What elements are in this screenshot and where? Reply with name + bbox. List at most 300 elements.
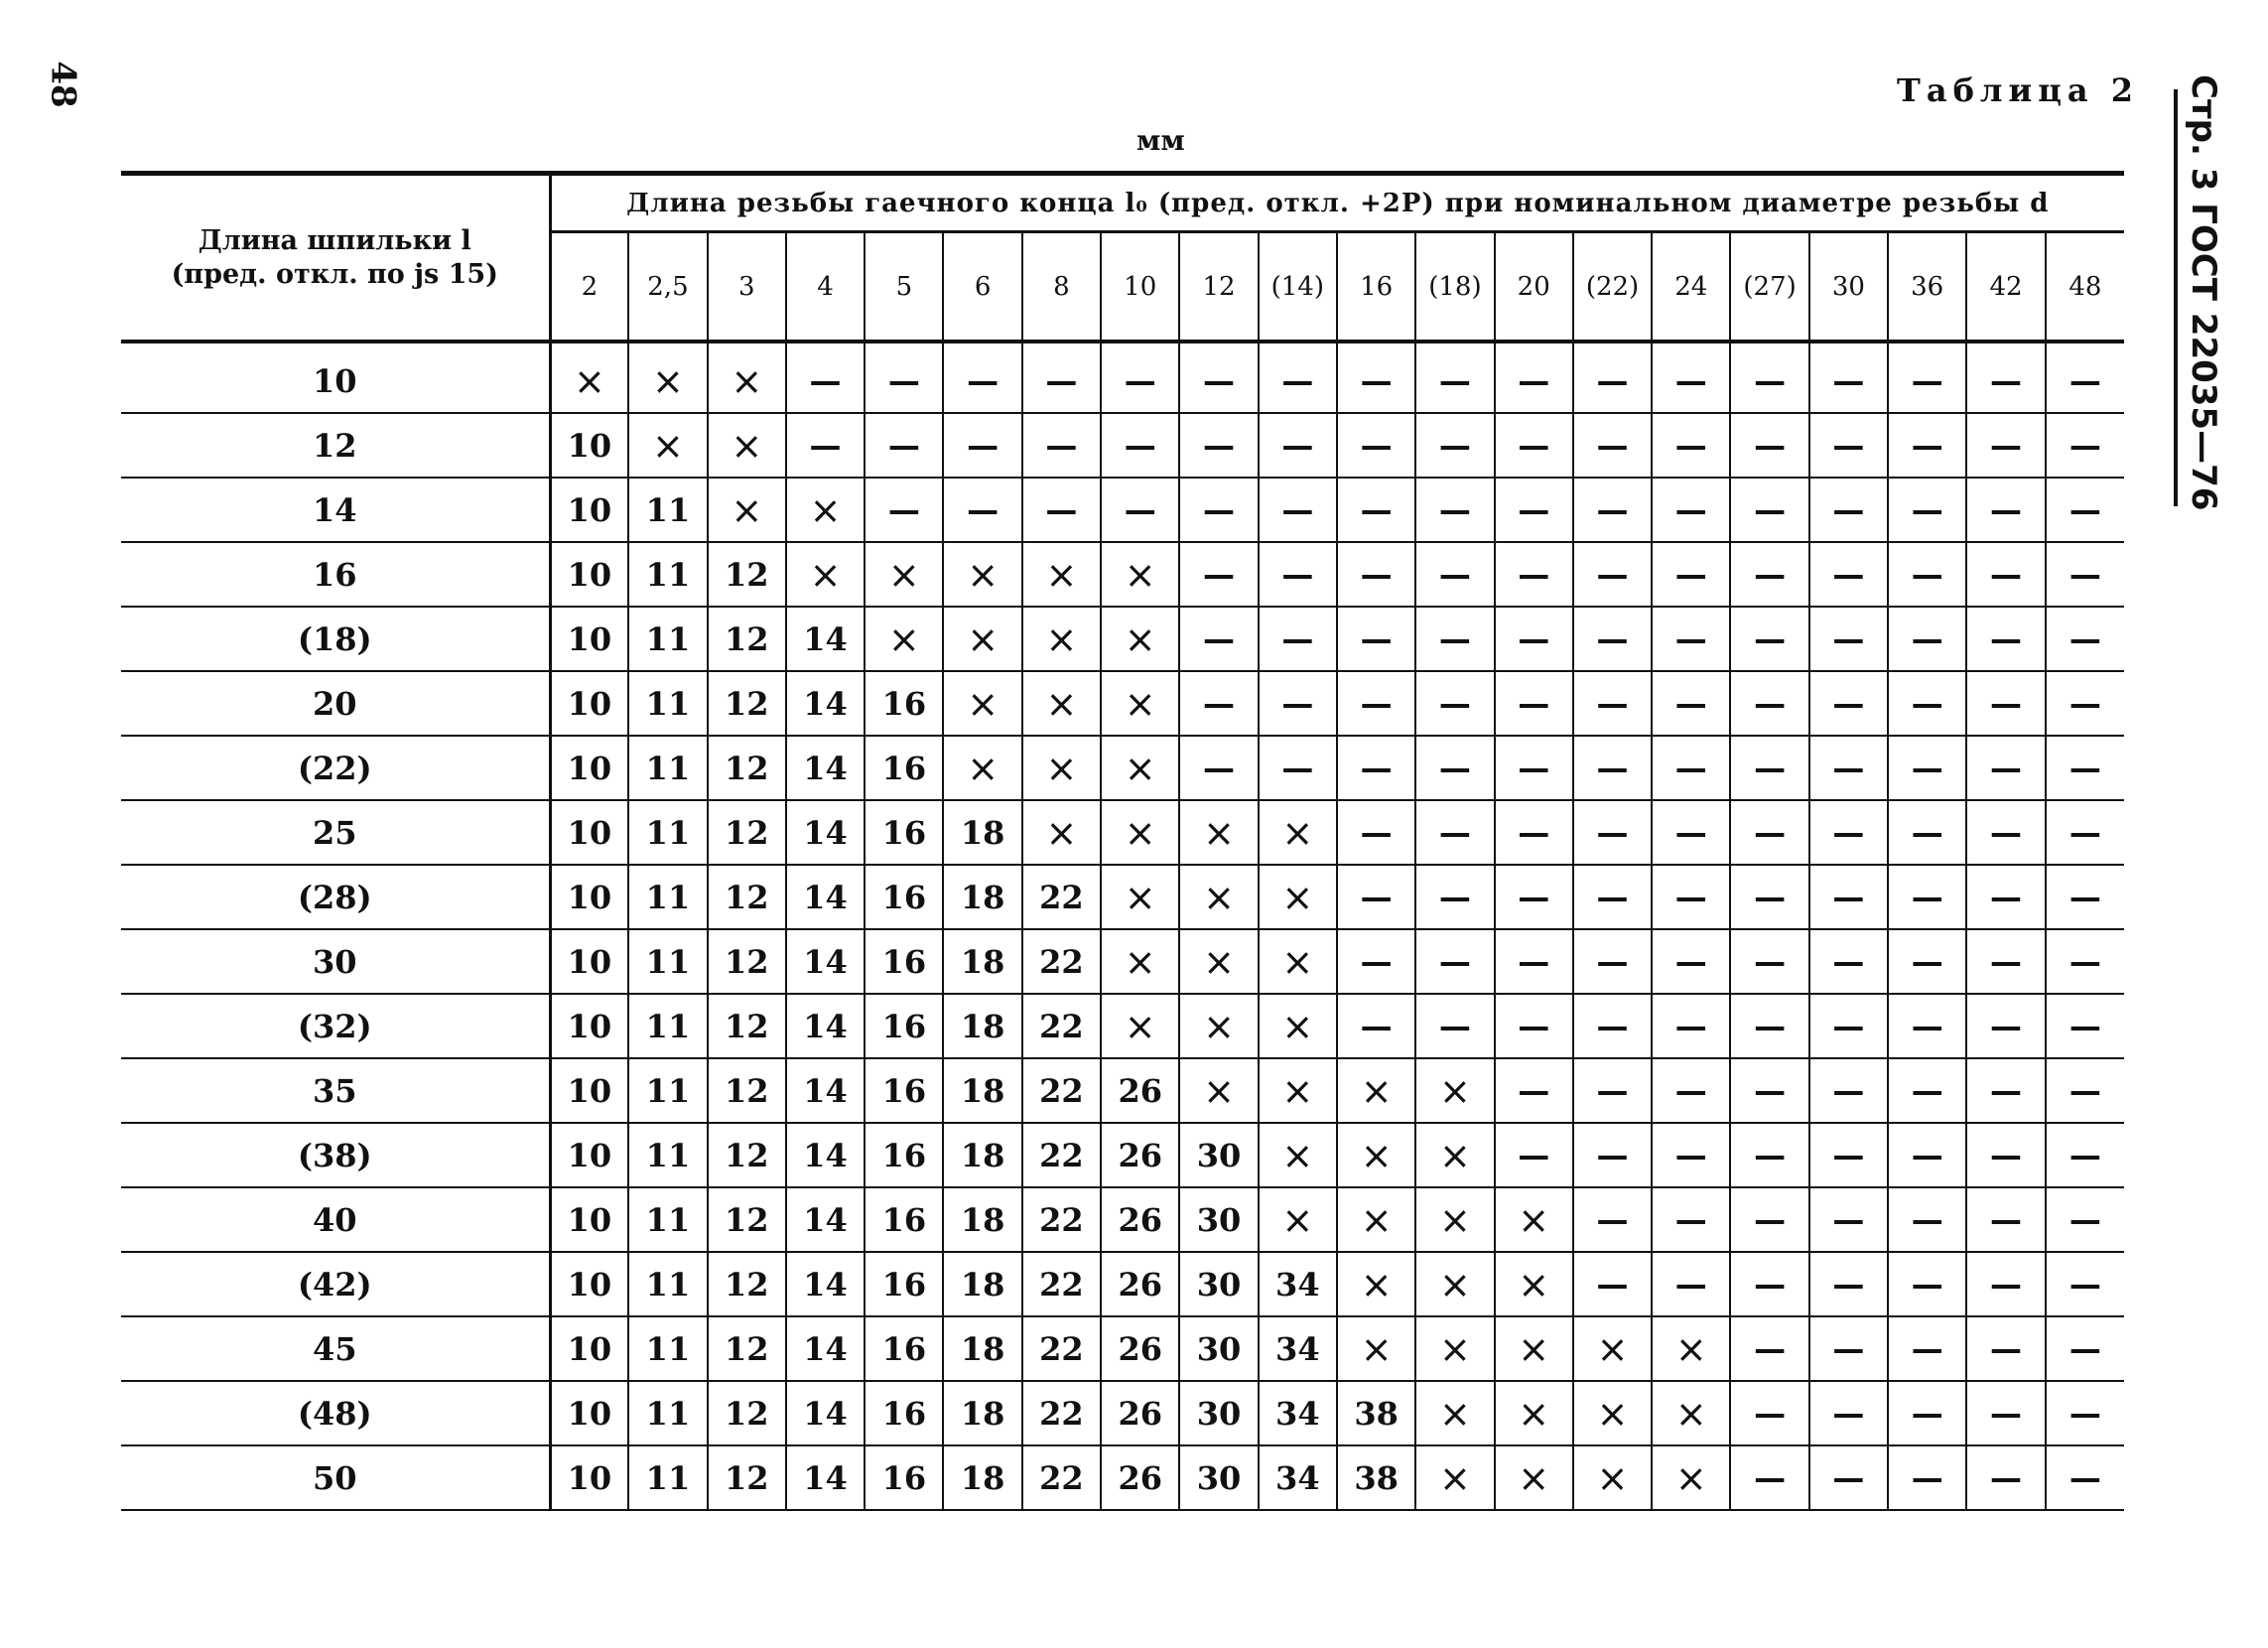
thread-length-cell: 11 (628, 1316, 707, 1381)
thread-length-cell: — (1652, 542, 1730, 607)
thread-length-cell: 18 (943, 1445, 1021, 1510)
thread-length-cell: 12 (708, 1252, 786, 1316)
thread-length-cell: 30 (1179, 1123, 1258, 1187)
thread-length-cell: 26 (1101, 1381, 1179, 1445)
thread-length-cell: — (865, 413, 943, 478)
thread-length-cell: 11 (628, 1445, 707, 1510)
thread-length-cell: — (1966, 865, 2045, 929)
thread-length-cell: — (1259, 342, 1337, 413)
thread-length-cell: — (1730, 865, 1808, 929)
thread-length-cell: 10 (550, 1381, 628, 1445)
thread-length-cell: — (786, 342, 865, 413)
thread-length-cell: 14 (786, 800, 865, 865)
thread-length-cell: 16 (865, 1316, 943, 1381)
thread-length-cell: × (1415, 1058, 1494, 1123)
thread-length-cell: — (1495, 929, 1573, 994)
diameter-header: 4 (786, 232, 865, 343)
thread-length-cell: — (1179, 736, 1258, 800)
thread-length-cell: 16 (865, 736, 943, 800)
side-rule (2174, 89, 2178, 506)
thread-length-cell: — (1730, 736, 1808, 800)
thread-length-cell: 10 (550, 542, 628, 607)
table-row (121, 994, 2124, 1058)
thread-length-cell: × (943, 736, 1021, 800)
thread-length-cell: 14 (786, 865, 865, 929)
stud-length-header-line1: Длина шпильки l (198, 224, 471, 256)
table-row (121, 671, 2124, 736)
thread-length-cell: × (1652, 1445, 1730, 1510)
thread-length-cell: × (628, 342, 707, 413)
thread-length-cell: — (1573, 865, 1652, 929)
thread-length-cell: 12 (708, 800, 786, 865)
thread-length-cell: 10 (550, 1187, 628, 1252)
thread-length-cell: 18 (943, 929, 1021, 994)
thread-length-cell: × (628, 413, 707, 478)
thread-length-cell: 34 (1259, 1445, 1337, 1510)
diameter-header: (27) (1730, 232, 1808, 343)
thread-length-cell: — (1809, 865, 1888, 929)
thread-length-cell: — (1415, 994, 1494, 1058)
thread-length-cell: — (1573, 929, 1652, 994)
thread-length-cell: 16 (865, 1252, 943, 1316)
thread-length-cell: × (1573, 1381, 1652, 1445)
thread-length-cell: — (1573, 1123, 1652, 1187)
stud-length-value: 45 (121, 1316, 550, 1381)
thread-length-cell: × (1652, 1316, 1730, 1381)
thread-length-cell: 18 (943, 1058, 1021, 1123)
diameter-header: 2,5 (628, 232, 707, 343)
table-row (121, 865, 2124, 929)
thread-length-cell: 22 (1022, 1316, 1101, 1381)
thread-length-cell: — (2046, 994, 2124, 1058)
thread-length-cell: 14 (786, 1123, 865, 1187)
thread-length-cell: 12 (708, 542, 786, 607)
thread-length-cell: — (1495, 478, 1573, 542)
thread-length-cell: 22 (1022, 1381, 1101, 1445)
thread-length-cell: × (1101, 929, 1179, 994)
table-title: Таблица 2 (1897, 71, 2139, 109)
thread-length-cell: × (865, 542, 943, 607)
thread-length-cell: × (943, 671, 1021, 736)
thread-length-cell: — (1966, 736, 2045, 800)
thread-length-cell: — (1888, 1187, 1966, 1252)
thread-length-cell: × (1259, 1123, 1337, 1187)
thread-length-cell: — (1888, 800, 1966, 865)
thread-length-cell: — (2046, 1187, 2124, 1252)
page-number: 48 (43, 61, 83, 108)
thread-length-cell: × (1259, 865, 1337, 929)
thread-length-cell: 16 (865, 671, 943, 736)
thread-length-cell: — (2046, 1058, 2124, 1123)
stud-length-value: 50 (121, 1445, 550, 1510)
thread-length-cell: 12 (708, 1058, 786, 1123)
thread-length-cell: × (1495, 1445, 1573, 1510)
thread-length-cell: — (2046, 1252, 2124, 1316)
thread-length-cell: × (1573, 1445, 1652, 1510)
thread-length-cell: × (1652, 1381, 1730, 1445)
thread-length-cell: 14 (786, 929, 865, 994)
thread-length-cell: 26 (1101, 1187, 1179, 1252)
thread-length-cell: — (1179, 478, 1258, 542)
thread-length-cell: 18 (943, 1252, 1021, 1316)
thread-length-cell: — (1730, 929, 1808, 994)
thread-length-cell: — (1337, 800, 1415, 865)
thread-length-cell: 30 (1179, 1381, 1258, 1445)
thread-length-cell: — (1179, 542, 1258, 607)
thread-length-cell: 22 (1022, 1058, 1101, 1123)
thread-length-cell: 38 (1337, 1381, 1415, 1445)
thread-length-cell: — (1337, 865, 1415, 929)
thread-length-cell: 11 (628, 1123, 707, 1187)
thread-length-cell: — (1888, 1123, 1966, 1187)
thread-length-cell: — (943, 342, 1021, 413)
thread-length-cell: — (1809, 1058, 1888, 1123)
thread-length-cell: — (1888, 671, 1966, 736)
thread-length-cell: 11 (628, 865, 707, 929)
thread-length-cell: 10 (550, 671, 628, 736)
thread-length-cell: — (1652, 478, 1730, 542)
thread-length-cell: 22 (1022, 1123, 1101, 1187)
thread-length-cell: — (1573, 607, 1652, 671)
thread-length-cell: — (1809, 800, 1888, 865)
thread-length-cell: × (1337, 1123, 1415, 1187)
thread-length-cell: 10 (550, 1316, 628, 1381)
thread-length-cell: 16 (865, 865, 943, 929)
thread-length-cell: — (1809, 1123, 1888, 1187)
thread-length-cell: 10 (550, 1058, 628, 1123)
thread-length-cell: — (1966, 994, 2045, 1058)
thread-length-cell: × (1179, 929, 1258, 994)
thread-length-group-header: Длина резьбы гаечного конца l₀ (пред. откл. +2P) при номинальном диаметре резьбы d (550, 174, 2124, 232)
thread-length-cell: — (1022, 413, 1101, 478)
stud-length-value: 25 (121, 800, 550, 865)
thread-length-cell: × (1101, 800, 1179, 865)
thread-length-cell: 14 (786, 1187, 865, 1252)
thread-length-cell: — (1809, 1316, 1888, 1381)
thread-length-cell: 14 (786, 1381, 865, 1445)
thread-length-cell: 14 (786, 1252, 865, 1316)
thread-length-cell: 11 (628, 607, 707, 671)
thread-length-cell: — (1809, 1252, 1888, 1316)
thread-length-cell: 22 (1022, 1252, 1101, 1316)
thread-length-cell: — (865, 342, 943, 413)
thread-length-cell: — (2046, 342, 2124, 413)
stud-length-value: (42) (121, 1252, 550, 1316)
thread-length-cell: — (1337, 342, 1415, 413)
thread-length-cell: — (1652, 671, 1730, 736)
diameter-header: (18) (1415, 232, 1494, 343)
thread-length-cell: — (1809, 607, 1888, 671)
thread-length-cell: — (1809, 413, 1888, 478)
thread-length-cell: — (1809, 1187, 1888, 1252)
diameter-header: 3 (708, 232, 786, 343)
thread-length-cell: 10 (550, 865, 628, 929)
table-row (121, 1445, 2124, 1510)
thread-length-cell: 10 (550, 607, 628, 671)
thread-length-cell: — (1888, 865, 1966, 929)
table-row (121, 1058, 2124, 1123)
thread-length-cell: — (1888, 736, 1966, 800)
thread-length-cell: 30 (1179, 1445, 1258, 1510)
thread-length-cell: × (1495, 1252, 1573, 1316)
thread-length-cell: — (865, 478, 943, 542)
thread-length-cell: 11 (628, 478, 707, 542)
diameter-header: 12 (1179, 232, 1258, 343)
stud-length-value: 20 (121, 671, 550, 736)
table-row (121, 478, 2124, 542)
thread-length-cell: 10 (550, 800, 628, 865)
thread-length-cell: — (1337, 671, 1415, 736)
thread-length-cell: — (1966, 1123, 2045, 1187)
thread-length-cell: 18 (943, 1187, 1021, 1252)
thread-length-cell: — (1809, 542, 1888, 607)
thread-length-cell: — (1652, 607, 1730, 671)
thread-length-cell: 22 (1022, 994, 1101, 1058)
thread-length-cell: — (2046, 865, 2124, 929)
thread-length-cell: × (1259, 800, 1337, 865)
thread-length-cell: — (1101, 413, 1179, 478)
stud-length-value: 16 (121, 542, 550, 607)
diameter-header: 36 (1888, 232, 1966, 343)
thread-length-cell: — (1652, 1058, 1730, 1123)
thread-length-cell: 14 (786, 1316, 865, 1381)
thread-length-cell: × (1337, 1058, 1415, 1123)
thread-length-cell: — (1966, 342, 2045, 413)
thread-length-cell: × (1495, 1381, 1573, 1445)
thread-length-cell: 16 (865, 929, 943, 994)
thread-length-cell: 12 (708, 1316, 786, 1381)
thread-length-cell: — (1888, 607, 1966, 671)
thread-length-cell: 12 (708, 1445, 786, 1510)
thread-length-cell: — (1495, 865, 1573, 929)
thread-length-cell: 18 (943, 1316, 1021, 1381)
thread-length-cell: — (2046, 607, 2124, 671)
thread-length-cell: 11 (628, 1187, 707, 1252)
thread-length-cell: 10 (550, 1445, 628, 1510)
thread-length-cell: × (1259, 1058, 1337, 1123)
thread-length-cell: — (2046, 800, 2124, 865)
thread-length-cell: × (1179, 865, 1258, 929)
thread-length-cell: — (1809, 671, 1888, 736)
thread-length-cell: 16 (865, 800, 943, 865)
thread-length-cell: 11 (628, 800, 707, 865)
thread-length-cell: 11 (628, 736, 707, 800)
diameter-header: 5 (865, 232, 943, 343)
thread-length-cell: — (1573, 1187, 1652, 1252)
thread-length-cell: — (1966, 413, 2045, 478)
thread-length-cell: 26 (1101, 1058, 1179, 1123)
thread-length-cell: — (1337, 413, 1415, 478)
thread-length-cell: 18 (943, 865, 1021, 929)
thread-length-cell: × (1415, 1445, 1494, 1510)
thread-length-cell: — (1966, 1316, 2045, 1381)
thread-length-cell: — (1730, 413, 1808, 478)
thread-length-cell: 30 (1179, 1252, 1258, 1316)
thread-length-cell: — (1415, 542, 1494, 607)
table-row (121, 413, 2124, 478)
thread-length-cell: — (1652, 865, 1730, 929)
thread-length-cell: — (1337, 929, 1415, 994)
thread-length-cell: — (1730, 1316, 1808, 1381)
thread-length-cell: × (943, 542, 1021, 607)
thread-length-cell: 11 (628, 1381, 707, 1445)
thread-length-cell: 12 (708, 865, 786, 929)
standard-page-label: Стр. 3 ГОСТ 22035—76 (2184, 74, 2223, 511)
diameter-header: 20 (1495, 232, 1573, 343)
thread-length-cell: — (2046, 413, 2124, 478)
thread-length-cell: 26 (1101, 1445, 1179, 1510)
thread-length-cell: — (1652, 413, 1730, 478)
stud-length-value: (32) (121, 994, 550, 1058)
thread-length-cell: 16 (865, 994, 943, 1058)
thread-length-cell: 22 (1022, 865, 1101, 929)
thread-length-cell: — (1495, 1058, 1573, 1123)
thread-length-cell: 16 (865, 1123, 943, 1187)
thread-length-cell: — (1809, 994, 1888, 1058)
thread-length-cell: × (1022, 800, 1101, 865)
thread-length-cell: — (943, 413, 1021, 478)
thread-length-cell: 12 (708, 929, 786, 994)
thread-length-cell: 14 (786, 736, 865, 800)
stud-length-value: 40 (121, 1187, 550, 1252)
thread-length-cell: — (1888, 342, 1966, 413)
stud-length-value: (28) (121, 865, 550, 929)
stud-length-value: 14 (121, 478, 550, 542)
thread-length-cell: × (1495, 1187, 1573, 1252)
thread-length-cell: — (1415, 413, 1494, 478)
thread-length-cell: 34 (1259, 1381, 1337, 1445)
thread-length-cell: × (1415, 1187, 1494, 1252)
thread-length-cell: — (1888, 1445, 1966, 1510)
table-body (121, 342, 2124, 1510)
thread-length-cell: — (1652, 994, 1730, 1058)
thread-length-cell: — (1809, 1445, 1888, 1510)
diameter-header: 2 (581, 271, 599, 302)
thread-length-cell: — (1022, 478, 1101, 542)
thread-length-cell: — (1809, 478, 1888, 542)
thread-length-cell: — (2046, 1381, 2124, 1445)
thread-length-cell: — (1022, 342, 1101, 413)
thread-length-cell: — (1573, 800, 1652, 865)
stud-length-value: (48) (121, 1381, 550, 1445)
thread-length-cell: 16 (865, 1381, 943, 1445)
thread-length-cell: 18 (943, 994, 1021, 1058)
thread-length-cell: 12 (708, 607, 786, 671)
thread-length-cell: × (708, 478, 786, 542)
thread-length-cell: — (1966, 478, 2045, 542)
table-row (121, 1316, 2124, 1381)
thread-length-cell: — (1573, 542, 1652, 607)
thread-length-cell: — (1652, 342, 1730, 413)
thread-length-cell: — (1495, 542, 1573, 607)
thread-length-cell: × (1179, 1058, 1258, 1123)
thread-length-cell: — (1966, 800, 2045, 865)
stud-length-value: 30 (121, 929, 550, 994)
thread-length-cell: — (2046, 1123, 2124, 1187)
thread-length-cell: × (1337, 1316, 1415, 1381)
thread-length-cell: × (1337, 1252, 1415, 1316)
thread-length-cell: — (1730, 342, 1808, 413)
thread-length-cell: — (1730, 607, 1808, 671)
thread-length-cell: — (1415, 342, 1494, 413)
thread-length-cell: — (2046, 736, 2124, 800)
table-row (121, 800, 2124, 865)
thread-length-cell: — (1495, 671, 1573, 736)
thread-length-cell: 22 (1022, 1445, 1101, 1510)
thread-length-cell: × (1101, 736, 1179, 800)
thread-length-cell: — (1179, 671, 1258, 736)
thread-length-cell: 11 (628, 1058, 707, 1123)
thread-length-cell: 16 (865, 1445, 943, 1510)
thread-length-cell: 12 (708, 1123, 786, 1187)
diameter-header: 10 (1101, 232, 1179, 343)
thread-length-cell: × (865, 607, 943, 671)
thread-length-cell: — (1730, 1445, 1808, 1510)
thread-length-cell: — (1259, 413, 1337, 478)
thread-length-cell: — (1179, 342, 1258, 413)
thread-length-cell: × (708, 342, 786, 413)
thread-length-cell: × (1415, 1123, 1494, 1187)
thread-length-cell: — (1415, 478, 1494, 542)
diameter-header: 6 (943, 232, 1021, 343)
thread-length-cell: — (1809, 736, 1888, 800)
thread-length-cell: — (1966, 1381, 2045, 1445)
thread-length-cell: × (550, 342, 628, 413)
thread-length-cell: 10 (550, 994, 628, 1058)
thread-length-cell: 12 (708, 1381, 786, 1445)
diameter-header: 8 (1022, 232, 1101, 343)
thread-length-cell: × (1495, 1316, 1573, 1381)
thread-length-cell: — (1495, 800, 1573, 865)
thread-length-cell: × (708, 413, 786, 478)
thread-length-cell: 11 (628, 994, 707, 1058)
thread-length-table (121, 171, 2124, 1511)
thread-length-cell: — (1730, 1058, 1808, 1123)
thread-length-cell: — (2046, 478, 2124, 542)
thread-length-cell: — (1101, 342, 1179, 413)
thread-length-cell: — (1966, 671, 2045, 736)
thread-length-cell: — (1888, 542, 1966, 607)
thread-length-cell: — (1415, 671, 1494, 736)
thread-length-cell: 11 (628, 671, 707, 736)
thread-length-cell: — (1809, 342, 1888, 413)
thread-length-cell: × (1101, 607, 1179, 671)
thread-length-cell: — (1495, 736, 1573, 800)
thread-length-cell: — (1337, 994, 1415, 1058)
thread-length-cell: 10 (550, 929, 628, 994)
thread-length-cell: — (1573, 671, 1652, 736)
thread-length-cell: — (1730, 671, 1808, 736)
thread-length-cell: — (2046, 542, 2124, 607)
stud-length-header-line2: (пред. откл. по js 15) (171, 258, 498, 290)
thread-length-cell: 10 (550, 478, 628, 542)
diameter-header: 30 (1809, 232, 1888, 343)
thread-length-cell: — (1966, 1445, 2045, 1510)
thread-length-cell: × (1101, 994, 1179, 1058)
thread-length-cell: — (943, 478, 1021, 542)
thread-length-cell: — (1888, 994, 1966, 1058)
thread-length-cell: — (1730, 800, 1808, 865)
thread-length-cell: — (1415, 607, 1494, 671)
thread-length-cell: — (1730, 994, 1808, 1058)
table-row (121, 1381, 2124, 1445)
thread-length-cell: — (1966, 542, 2045, 607)
thread-length-cell: 16 (865, 1058, 943, 1123)
thread-length-cell: 18 (943, 800, 1021, 865)
thread-length-cell: × (1179, 800, 1258, 865)
thread-length-cell: × (1415, 1252, 1494, 1316)
thread-length-cell: — (1730, 1123, 1808, 1187)
